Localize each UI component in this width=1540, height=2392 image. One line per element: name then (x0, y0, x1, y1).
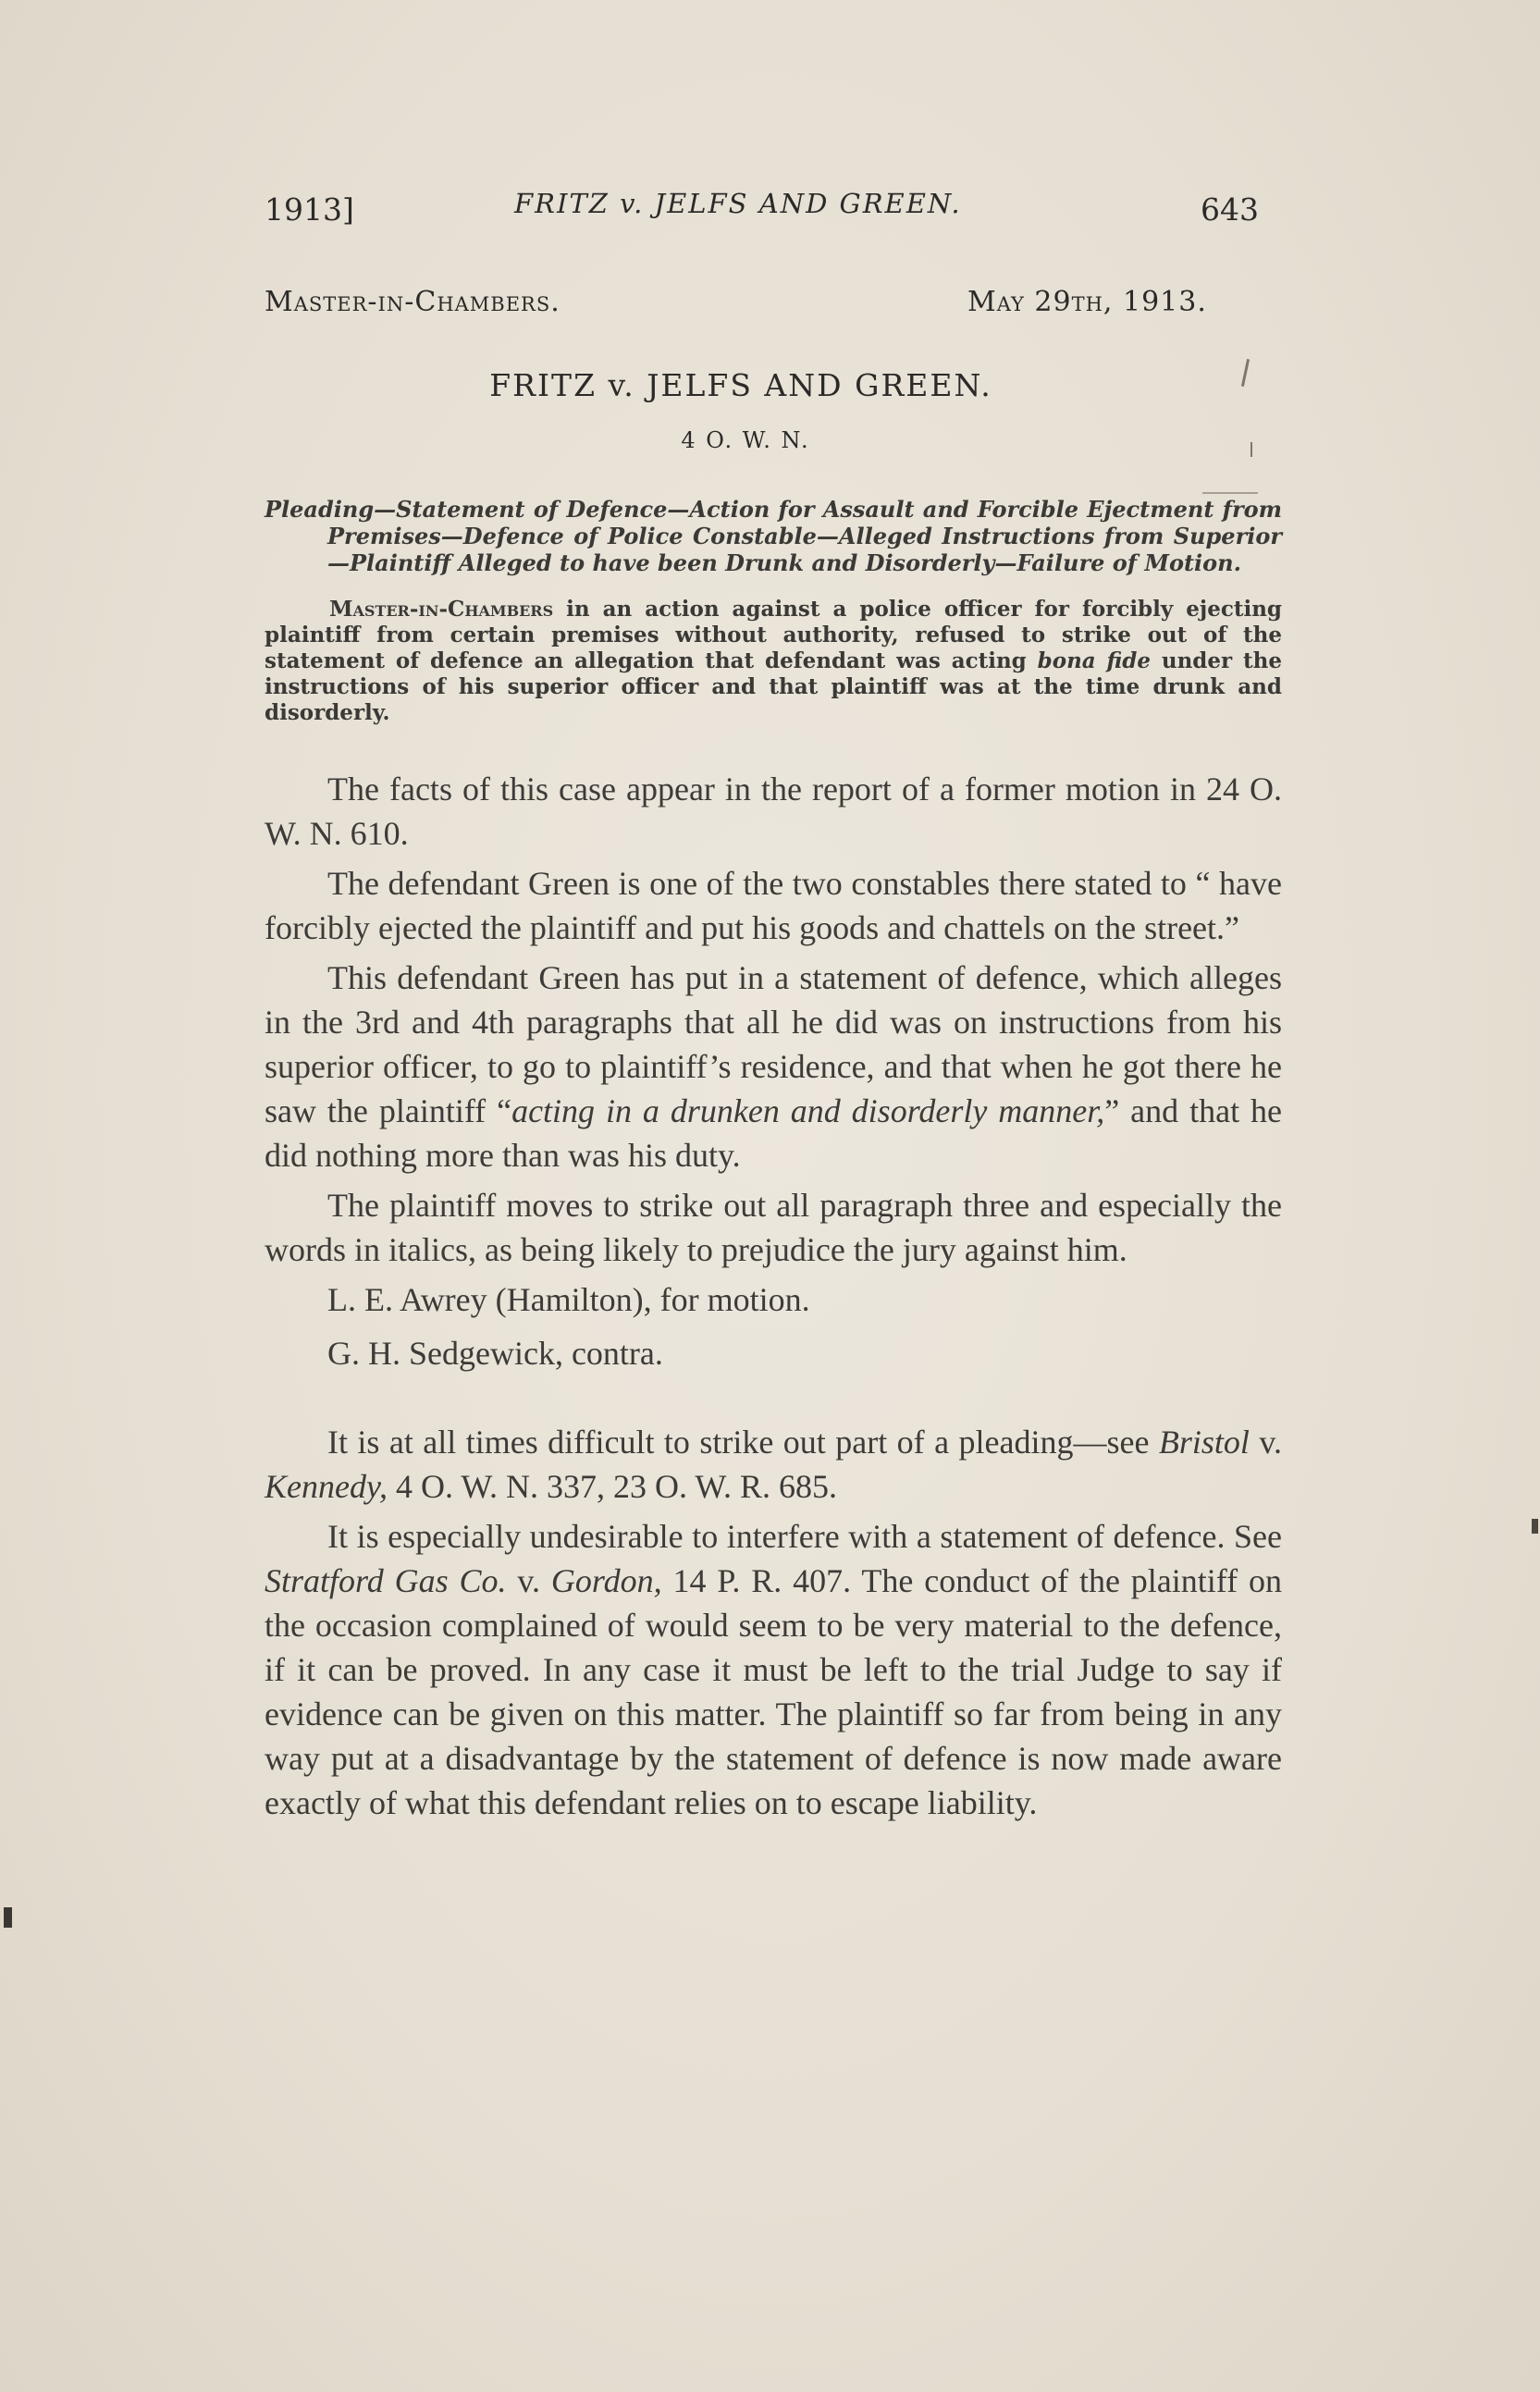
report-citation: 4 O. W. N. (681, 427, 810, 453)
paragraph-conclusion (265, 1514, 1282, 1825)
decision-date: May 29th, 1913. (967, 286, 1207, 318)
case-name-stratford: Stratford Gas Co. (265, 1562, 507, 1599)
running-head (265, 180, 1282, 236)
synopsis (265, 597, 1282, 726)
synopsis-italic: bona fide (1037, 648, 1151, 673)
court-name: Master-in-Chambers. (265, 286, 561, 318)
paragraph-facts: The facts of this case appear in the report of a former motion in 24 O. W. N. 610. (265, 771, 1282, 852)
court-date-line (265, 286, 1282, 351)
paragraph-motion: The plaintiff moves to strike out all paragraph three and especially the words in italics, as being likely to prejudice the jury against him. (265, 1187, 1282, 1268)
paragraph-defendant: The defendant Green is one of the two constables there stated to “ have forcibly ejected the plaintiff and put his goods and chattels on the street.” (265, 865, 1282, 946)
versus: v. (506, 1562, 551, 1599)
running-head-title: FRITZ v. JELFS AND GREEN. (514, 188, 962, 219)
case-name-kennedy: Kennedy, (265, 1468, 388, 1505)
paragraph-statement-end: ” and that he did nothing more than was his duty. (265, 1092, 1282, 1174)
paragraph-pleading (265, 1420, 1282, 1509)
case-title: FRITZ v. JELFS AND GREEN. (489, 367, 992, 403)
counsel-for-motion: L. E. Awrey (Hamilton), for motion. (327, 1281, 810, 1318)
headnote: Pleading—Statement of Defence—Action for Assault and Forcible Ejectment from Premises—Defence of Police Constable—Alleged Instructions from Superior—Plaintiff Alleged to have been Drunk and Disorderly—Failure of Motion. (265, 496, 1282, 576)
synopsis-lead: Master-in-Chambers (329, 597, 554, 622)
paragraph-pleading-citation: 4 O. W. N. 337, 23 O. W. R. 685. (387, 1468, 838, 1505)
paragraph-statement (265, 956, 1282, 1178)
paragraph-conclusion-end: 14 P. R. 407. The conduct of the plaintiff on the occasion complained of would seem to be very material to the defence, if it can be proved. In any case it must be left to the trial Judge to say if evidence can be given on this matter. The plaintiff so far from being in any way put at a disadvantage by the statement of defence is now made aware exactly of what this defendant relies on to escape liability. (265, 1562, 1283, 1821)
page-content (265, 180, 1282, 1831)
case-name-bristol: Bristol (1158, 1424, 1250, 1461)
page-number: 643 (1201, 191, 1259, 228)
running-head-year: 1913] (265, 191, 354, 228)
paragraph-statement-italic: acting in a drunken and disorderly manner, (511, 1092, 1105, 1129)
counsel-contra: G. H. Sedgewick, contra. (327, 1335, 663, 1372)
paragraph-pleading-text: It is at all times difficult to strike out part of a pleading—see (327, 1424, 1159, 1461)
judgment-body (265, 767, 1282, 1825)
case-name-gordon: Gordon, (550, 1562, 662, 1599)
scan-speck (4, 1907, 12, 1928)
synopsis-text-end: under the instructions of his superior officer and that plaintiff was at the time drunk and disorderly. (265, 648, 1282, 725)
paragraph-statement-text: This defendant Green has put in a statement of defence, which alleges in the 3rd and 4th paragraphs that all he did was on instructions from his superior officer, to go to plaintiff’s residence, and that when he got there he saw the plaintiff “ (265, 959, 1282, 1129)
synopsis-text: in an action against a police officer for forcibly ejecting plaintiff from certain premises without authority, refused to strike out of the statement of defence an allegation that defendant was acting (265, 597, 1282, 673)
versus: v. (1249, 1424, 1282, 1461)
scan-speck (1532, 1519, 1538, 1534)
paragraph-conclusion-text: It is especially undesirable to interfere with a statement of defence. See (327, 1518, 1282, 1555)
